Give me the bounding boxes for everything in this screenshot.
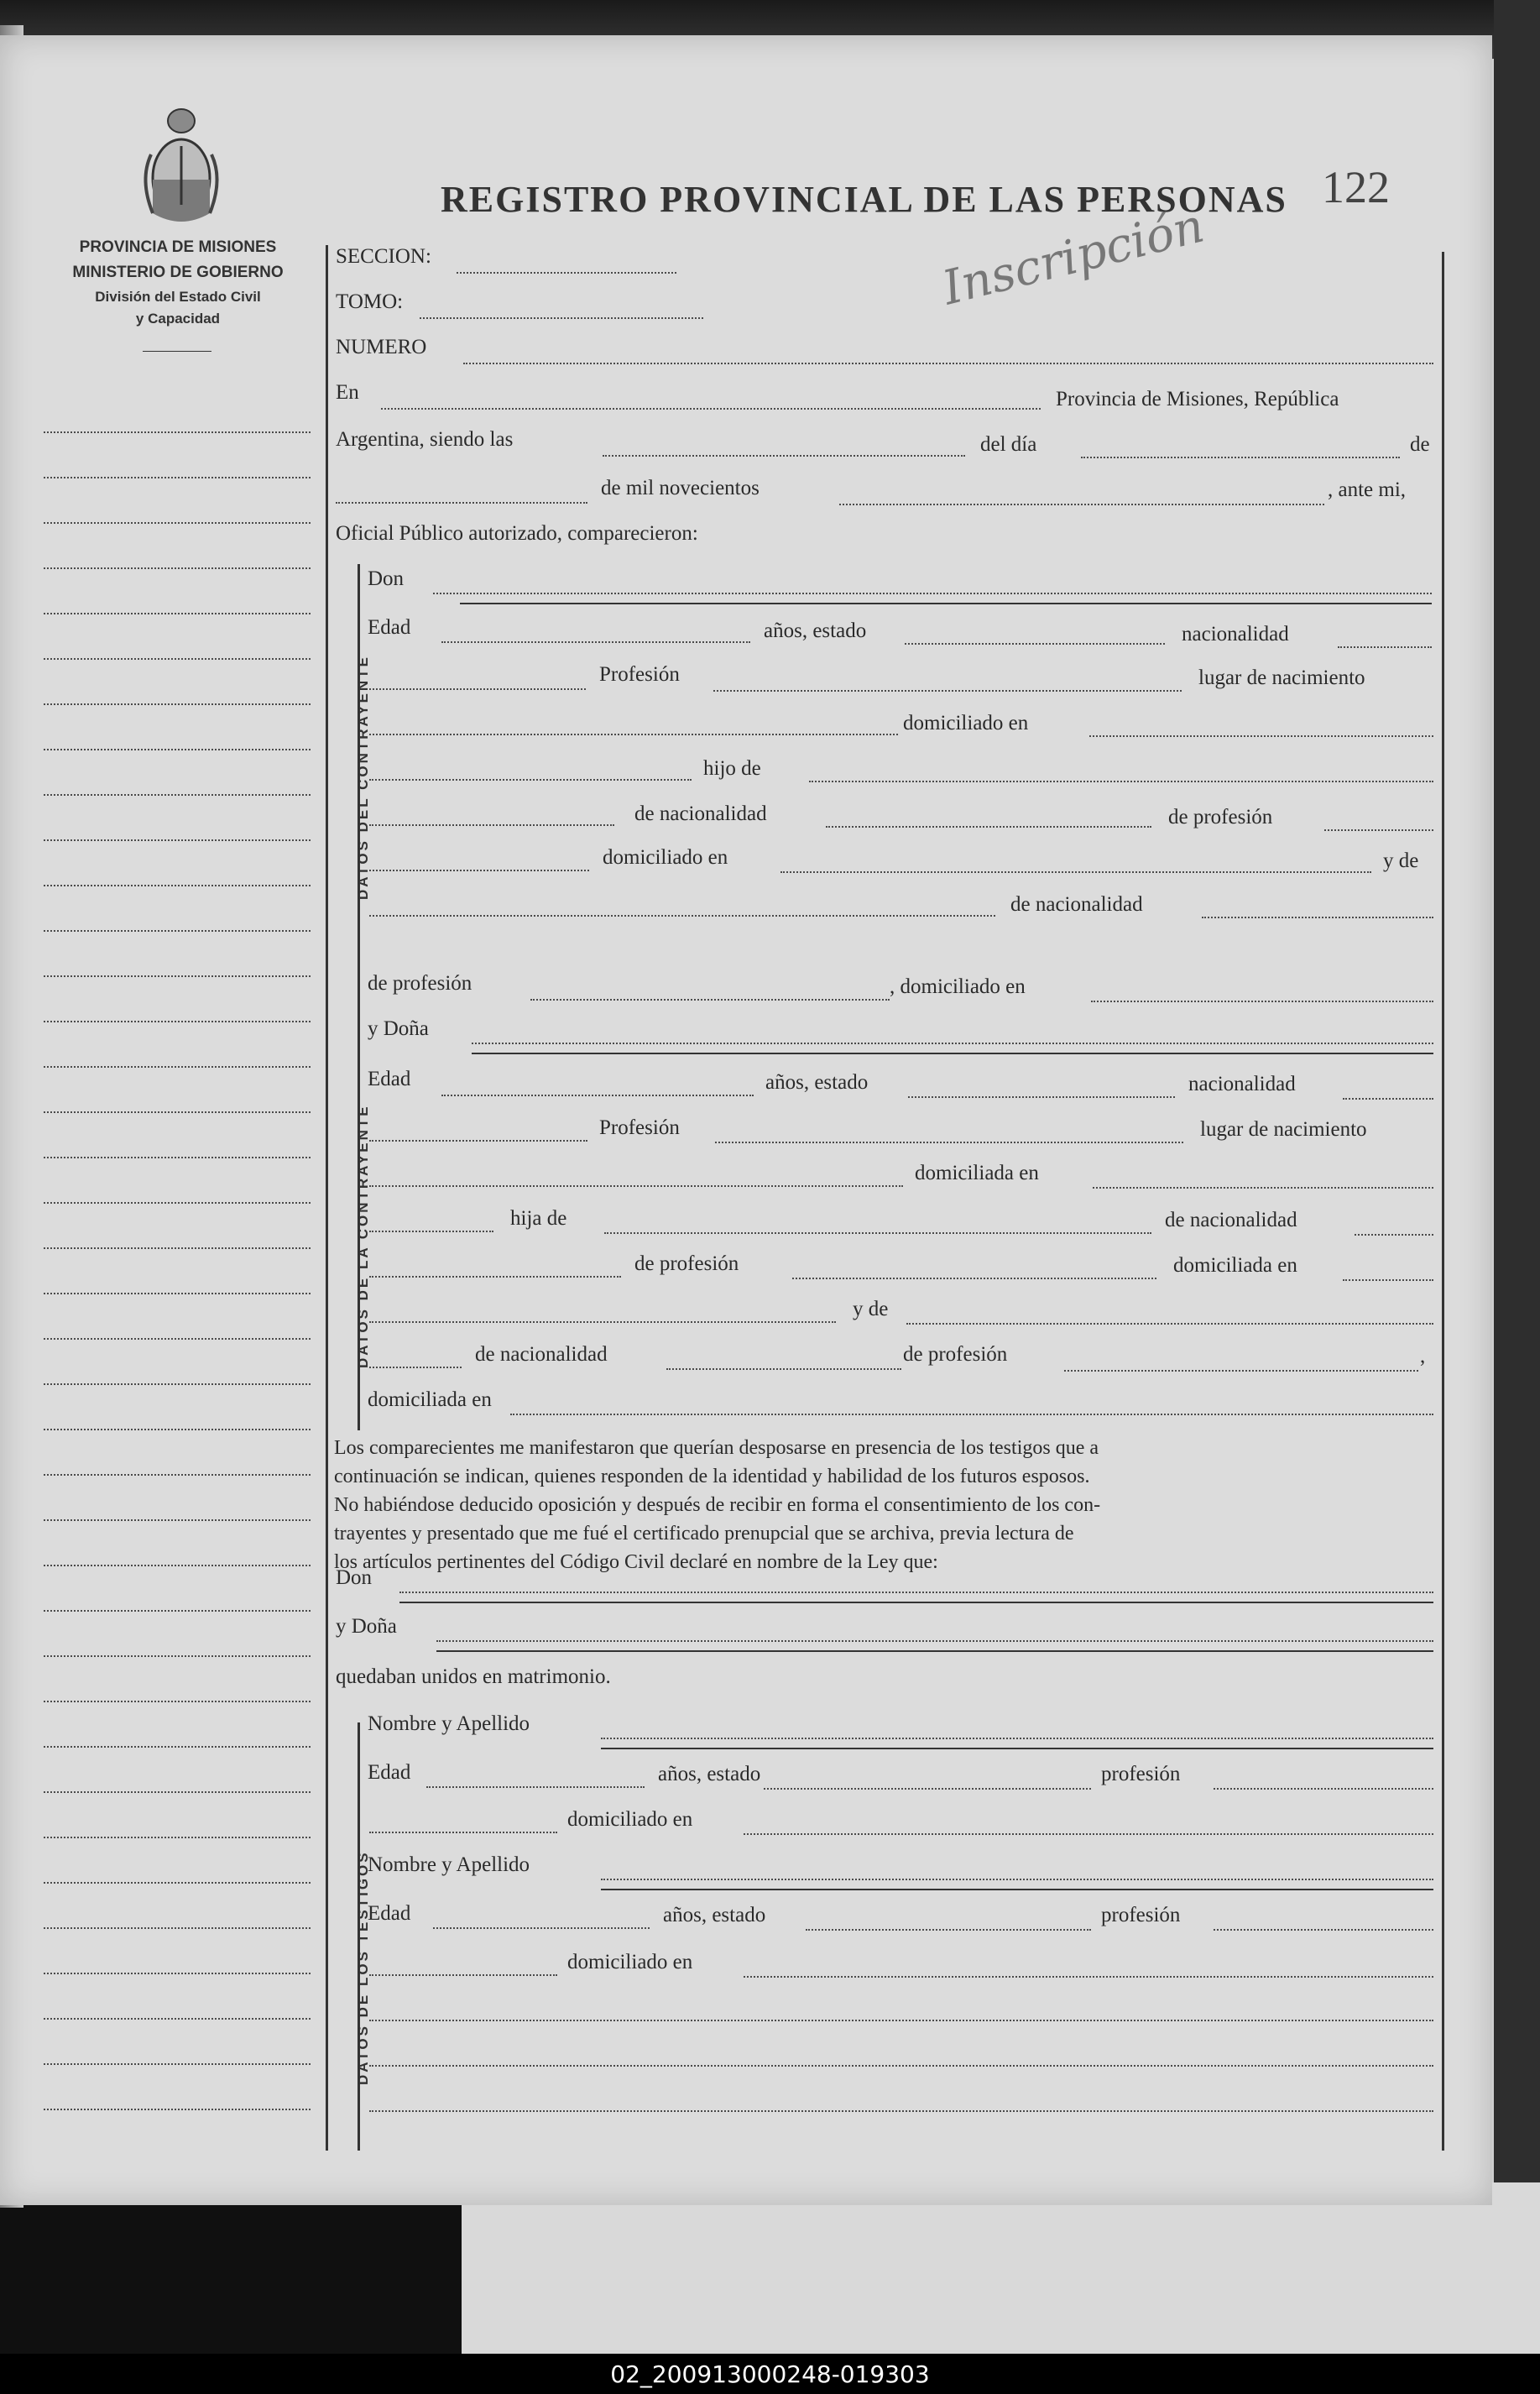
profesion-field[interactable] (713, 690, 1182, 692)
left-frame-line (326, 245, 328, 2151)
unidos-label: quedaban unidos en matrimonio. (336, 1665, 611, 1688)
edad-f-label: Edad (368, 1068, 411, 1090)
testigo2-underline (601, 1889, 1433, 1890)
margin-dotted-line (44, 1973, 311, 1974)
y-de-label: y de (1383, 849, 1419, 872)
margin-dotted-line (44, 1429, 311, 1430)
edad-f-field[interactable] (441, 1095, 754, 1096)
domiciliada-label: domiciliada en (915, 1162, 1039, 1184)
padre-f-nacionalidad-field[interactable] (1355, 1234, 1433, 1236)
lugar-label: lugar de nacimiento (1198, 666, 1365, 689)
division-name: División del Estado Civil (95, 289, 261, 305)
madre-f-cont-field[interactable] (369, 1367, 462, 1368)
edad-f-cont-field[interactable] (369, 1140, 587, 1142)
margin-dotted-line (44, 2109, 311, 2110)
next-page-edge (462, 2182, 1540, 2359)
margin-dotted-line (44, 613, 311, 614)
dia-field[interactable] (1081, 457, 1400, 458)
hija-de-label: hija de (510, 1207, 567, 1230)
margin-dotted-line (44, 1701, 311, 1702)
dona-field[interactable] (472, 1043, 1433, 1044)
domicilio-f-field[interactable] (1093, 1187, 1433, 1189)
margin-dotted-line (44, 1066, 311, 1068)
don-underline (460, 603, 1432, 604)
margin-dotted-line (44, 1338, 311, 1340)
margin-dotted-line (44, 749, 311, 750)
margin-dotted-line (44, 885, 311, 886)
margin-dotted-line (44, 567, 311, 569)
en-label: En (336, 381, 359, 404)
domiciliado-label: domiciliado en (903, 712, 1029, 734)
numero-label: NUMERO (336, 336, 427, 358)
testigo1-profesion-label: profesión (1101, 1763, 1181, 1785)
declaration-line: trayentes y presentado que me fué el certificado prenupcial que se archiva, previa lectura de (334, 1523, 1074, 1545)
anio-field[interactable] (839, 504, 1324, 505)
novia-field[interactable] (436, 1640, 1433, 1642)
tomo-label: TOMO: (336, 290, 404, 313)
de-profesion2-f-label: de profesión (903, 1343, 1008, 1366)
nacionalidad-f-field[interactable] (1343, 1098, 1433, 1100)
novia-label: y Doña (336, 1615, 397, 1638)
madre-f-field[interactable] (906, 1323, 1433, 1325)
testigo1-nombre-label: Nombre y Apellido (368, 1712, 530, 1735)
madre-f-profesion-field[interactable] (1064, 1370, 1418, 1372)
authority-divider (143, 351, 211, 352)
testigo1-underline (601, 1748, 1433, 1749)
padre-field[interactable] (809, 781, 1433, 782)
profesion-f-label: Profesión (599, 1116, 680, 1139)
padre-prof-cont-field[interactable] (369, 870, 589, 871)
domiciliada-en3-label: domiciliada en (368, 1388, 492, 1411)
edad-cont-field[interactable] (369, 688, 586, 690)
padre-f-domicilio-field[interactable] (1343, 1279, 1433, 1281)
right-frame-line (1442, 252, 1444, 2151)
margin-dotted-line (44, 1202, 311, 1204)
margin-dotted-line (44, 1519, 311, 1521)
page-number: 122 (1322, 162, 1390, 212)
madre-field[interactable] (369, 915, 995, 917)
de-nacionalidad2-f-label: de nacionalidad (475, 1343, 608, 1366)
nacionalidad-label: nacionalidad (1182, 623, 1289, 646)
nacionalidad-f-label: nacionalidad (1188, 1073, 1296, 1095)
madre-domicilio-field[interactable] (1091, 1001, 1433, 1002)
mes-field[interactable] (336, 502, 587, 504)
testigo2-profesion-label: profesión (1101, 1904, 1181, 1926)
de-nacionalidad-label: de nacionalidad (634, 802, 767, 825)
division-capacity: y Capacidad (135, 311, 221, 327)
page-title: REGISTRO PROVINCIAL DE LAS PERSONAS (441, 179, 1287, 220)
testigo1-prof-cont-field[interactable] (369, 1832, 557, 1833)
testigo1-nombre-field[interactable] (601, 1738, 1433, 1739)
margin-dotted-line (44, 1837, 311, 1838)
seccion-label: SECCION: (336, 245, 431, 268)
margin-dotted-line (44, 522, 311, 524)
estado-field[interactable] (905, 643, 1165, 645)
y-de-f-label: y de (853, 1298, 889, 1320)
lugar-f-field[interactable] (369, 1185, 903, 1187)
ministry-name: MINISTERIO DE GOBIERNO (72, 264, 284, 281)
margin-dotted-line (44, 794, 311, 796)
testigo1-edad-label: Edad (368, 1761, 411, 1784)
testigo1-domicilio-field[interactable] (744, 1833, 1433, 1835)
hora-field[interactable] (603, 455, 965, 457)
anos-estado-f-label: años, estado (765, 1071, 869, 1094)
madre-f-domicilio-field[interactable] (510, 1414, 1433, 1415)
don-field[interactable] (433, 593, 1432, 594)
side-label-contrayente-f: DATOS DE LA CONTRAYENTE (355, 1104, 371, 1368)
domiciliado-en2-label: domiciliado en (603, 846, 728, 869)
profesion-label: Profesión (599, 663, 680, 686)
margin-dotted-line (44, 839, 311, 841)
declaration-line: continuación se indican, quienes responden de la identidad y habilidad de los futuros esposos. (334, 1466, 1090, 1487)
coat-of-arms-icon (134, 104, 228, 230)
margin-dotted-line (44, 930, 311, 932)
numero-field[interactable] (463, 363, 1433, 364)
testigo2-nombre-label: Nombre y Apellido (368, 1853, 530, 1876)
domicilio-f-cont-field[interactable] (369, 1231, 493, 1232)
margin-dotted-line (44, 1882, 311, 1884)
testigo2-domiciliado-label: domiciliado en (567, 1951, 693, 1973)
padre-profesion-field[interactable] (1324, 829, 1433, 831)
de-nacionalidad2-label: de nacionalidad (1010, 893, 1143, 916)
testigo-extra-line[interactable] (369, 2110, 1433, 2112)
testigo2-anos-estado-label: años, estado (663, 1904, 766, 1926)
margin-dotted-line (44, 703, 311, 705)
margin-dotted-line (44, 1655, 311, 1657)
declaration-paragraph (334, 1434, 1433, 1576)
edad-field[interactable] (441, 641, 750, 643)
en-field[interactable] (381, 408, 1041, 410)
margin-dotted-line (44, 1474, 311, 1476)
domicilio-cont-field[interactable] (369, 779, 692, 781)
novio-underline (399, 1602, 1433, 1603)
de-profesion-f-label: de profesión (634, 1252, 739, 1275)
de-profesion-label: de profesión (1168, 806, 1273, 828)
margin-dotted-line (44, 1610, 311, 1612)
testigo1-estado-field[interactable] (764, 1788, 1091, 1790)
nacionalidad-field[interactable] (1338, 646, 1432, 648)
testigo2-domicilio-field[interactable] (744, 1976, 1433, 1978)
margin-dotted-line (44, 2063, 311, 2065)
margin-dotted-line (44, 1383, 311, 1385)
de-nacionalidad-f-label: de nacionalidad (1165, 1209, 1297, 1231)
profesion-f-field[interactable] (715, 1142, 1183, 1143)
margin-dotted-line (44, 1927, 311, 1929)
margin-dotted-line (44, 477, 311, 478)
handwritten-signature: Inscripción (937, 198, 1210, 316)
padre-f-profesion-field[interactable] (792, 1278, 1156, 1279)
side-label-testigos: DATOS DE LOS TESTIGOS (355, 1850, 371, 2085)
madre-profesion-field[interactable] (530, 999, 890, 1001)
image-caption: 02_200913000248-019303 (610, 2360, 930, 2388)
margin-dotted-line (44, 1111, 311, 1113)
lugar-f-label: lugar de nacimiento (1200, 1118, 1367, 1141)
edad-label: Edad (368, 616, 411, 639)
don-label: Don (368, 567, 405, 590)
margin-dotted-line (44, 431, 311, 433)
margin-dotted-line (44, 1021, 311, 1022)
province-name: PROVINCIA DE MISIONES (79, 238, 277, 256)
testigo1-domiciliado-label: domiciliado en (567, 1808, 693, 1831)
testigo2-edad-label: Edad (368, 1902, 411, 1925)
image-caption-bar (0, 2354, 1540, 2394)
testigo2-edad-field[interactable] (433, 1927, 650, 1929)
novio-field[interactable] (399, 1592, 1433, 1593)
anos-estado-label: años, estado (764, 619, 867, 642)
padre-cont-field[interactable] (369, 824, 614, 826)
argentina-label: Argentina, siendo las (336, 428, 514, 451)
domiciliado-en3-label: , domiciliado en (890, 975, 1026, 998)
dona-label: y Doña (368, 1017, 429, 1040)
madre-f-nacionalidad-field[interactable] (666, 1368, 901, 1370)
declaration-line: No habiéndose deducido oposición y después de recibir en forma el consentimiento de los con- (334, 1494, 1101, 1516)
testigo1-edad-field[interactable] (426, 1786, 645, 1788)
margin-dotted-line (44, 1247, 311, 1249)
padre-f-dom-cont-field[interactable] (369, 1321, 836, 1323)
ante-mi-label: , ante mi, (1328, 478, 1407, 501)
book-background-right (1494, 0, 1540, 2394)
margin-dotted-line (44, 1746, 311, 1748)
margin-dotted-line (44, 658, 311, 660)
testigo2-nombre-field[interactable] (601, 1879, 1433, 1880)
comma-label: , (1420, 1345, 1426, 1367)
padre-domicilio-field[interactable] (780, 871, 1371, 873)
declaration-line: Los comparecientes me manifestaron que querían desposarse en presencia de los testigos que a (334, 1437, 1099, 1459)
tomo-field[interactable] (420, 317, 703, 319)
margin-dotted-line (44, 1157, 311, 1158)
madre-nacionalidad-field[interactable] (1202, 917, 1433, 918)
padre-nacionalidad-field[interactable] (826, 826, 1151, 828)
domicilio-field[interactable] (1089, 735, 1433, 737)
novia-underline (436, 1650, 1433, 1652)
testigo1-anos-estado-label: años, estado (658, 1763, 761, 1785)
testigo-extra-line[interactable] (369, 2020, 1433, 2021)
testigo1-profesion-field[interactable] (1214, 1788, 1433, 1790)
side-label-contrayente: DATOS DEL CONTRAYENTE (355, 655, 371, 900)
oficial-label: Oficial Público autorizado, comparecieron: (336, 522, 698, 545)
del-dia-label: del día (980, 433, 1037, 456)
margin-dotted-line (44, 1565, 311, 1566)
dona-underline (472, 1053, 1433, 1054)
lugar-field[interactable] (369, 734, 898, 735)
estado-f-field[interactable] (908, 1096, 1175, 1098)
testigo-extra-line[interactable] (369, 2065, 1433, 2067)
declaration-line: los artículos pertinentes del Código Civil declaré en nombre de la Ley que: (334, 1551, 938, 1573)
novio-label: Don (336, 1566, 373, 1589)
testigo2-prof-cont-field[interactable] (369, 1974, 557, 1976)
margin-dotted-line (44, 1293, 311, 1294)
margin-dotted-line (44, 1791, 311, 1793)
seccion-field[interactable] (457, 272, 676, 274)
hijo-de-label: hijo de (703, 757, 761, 780)
document-page (0, 35, 1492, 2205)
testigo2-estado-field[interactable] (806, 1929, 1091, 1931)
provincia-label: Provincia de Misiones, República (1056, 388, 1339, 410)
margin-dotted-line (44, 975, 311, 977)
de-label: de (1410, 433, 1430, 456)
padre-f-nac-cont-field[interactable] (369, 1276, 621, 1278)
margin-dotted-line (44, 2018, 311, 2020)
domiciliada-en2-label: domiciliada en (1173, 1254, 1297, 1277)
padre-f-field[interactable] (604, 1232, 1151, 1234)
mil-label: de mil novecientos (601, 477, 760, 499)
de-profesion2-label: de profesión (368, 972, 472, 995)
testigo2-profesion-field[interactable] (1214, 1929, 1433, 1931)
